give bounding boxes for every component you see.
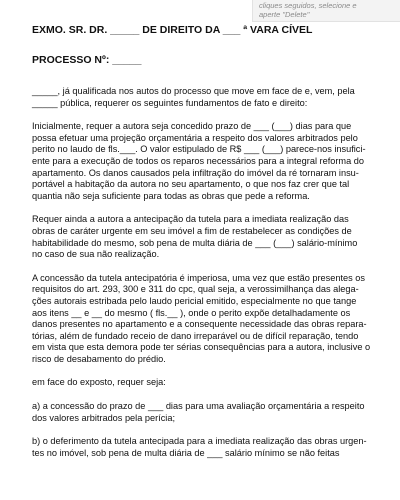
hint-line: aperte "Delete"	[259, 10, 310, 19]
text-line: Inicialmente, requer a autora seja concedido prazo de ___ (___) dias para que	[32, 121, 352, 132]
text-line: obras de caráter urgente em seu imóvel a fim de restabelecer as condições de	[32, 225, 352, 236]
document-heading: EXMO. SR. DR. _____ DE DIREITO DA ___ ª VARA CÍVEL	[32, 24, 313, 36]
text-line: danos presentes no apartamento e a consequente necessidade das obras repara-	[32, 319, 367, 330]
text-line: possa efetuar uma projeção orçamentária a respeito dos valores arbitrados pelo	[32, 132, 358, 143]
processo-number: PROCESSO Nº: _____	[32, 54, 142, 66]
text-line: dos valores arbitrados pela perícia;	[32, 412, 175, 423]
paragraph-request-b	[32, 436, 388, 459]
text-line: risco de desabamento do prédio.	[32, 353, 166, 364]
text-line: _____, já qualificada nos autos do processo que move em face de e, vem, pela	[32, 86, 355, 96]
text-line: quantia não seja suficiente para todas as obras que pede a reforma.	[32, 190, 310, 201]
text-line: aos itens __ e __ do mesmo ( fls.__ ), onde o perito expõe detalhadamente os	[32, 307, 351, 318]
text-line: em vista que esta demora pode ter sérias consequências para a autora, inclusive o	[32, 342, 371, 353]
text-line: requisitos do art. 293, 300 e 311 do cpc, qual seja, a verossimilhança das alega-	[32, 284, 359, 295]
text-line: a) a concessão do prazo de ___ dias para uma avaliação orçamentária a respeito	[32, 401, 365, 412]
paragraph-introduction	[32, 86, 388, 109]
text-line: Requer ainda a autora a antecipação da tutela para a imediata realização das	[32, 214, 349, 225]
text-line: no caso de sua não realização.	[32, 249, 160, 260]
text-line: ente para a execução de todos os reparos necessários para a integral reforma do	[32, 155, 364, 166]
paragraph-request-a	[32, 401, 388, 424]
text-line: apartamento. Os danos causados pela infiltração do imóvel da ré tornaram insu-	[32, 167, 359, 178]
text-line: tes no imóvel, sob pena de multa diária de ___ salário mínimo se não feitas	[32, 447, 340, 458]
text-line: tórias, além de fundado receio de dano irreparável ou de difícil reparação, tendo	[32, 330, 359, 341]
text-line: A concessão da tutela antecipatória é imperiosa, uma vez que estão presentes os	[32, 272, 365, 283]
text-line: _____ pública, requerer os seguintes fundamentos de fato e direito:	[32, 97, 308, 108]
paragraph-injunction-request	[32, 214, 388, 260]
text-line: em face do exposto, requer seja:	[32, 377, 166, 388]
instruction-hint	[252, 0, 400, 22]
text-line: ções autorais estribada pelo laudo pericial emitido, especialmente no que tange	[32, 295, 357, 306]
document-body	[32, 24, 388, 459]
text-line: perito no laudo de fls.___. O valor estipulado de R$ ___ (___) parece-nos insufici-	[32, 144, 366, 155]
hint-line: cliques seguidos, selecione e	[259, 1, 357, 10]
text-line: habitabilidade do mesmo, sob pena de multa diária de ___ (___) salário-mínimo	[32, 237, 358, 248]
paragraph-deadline-request	[32, 121, 388, 202]
text-line: portável a habitação da autora no seu apartamento, o que nos faz crer que tal	[32, 179, 350, 190]
paragraph-requests-intro	[32, 377, 388, 389]
paragraph-justification	[32, 273, 388, 366]
text-line: b) o deferimento da tutela antecipada para a imediata realização das obras urgen-	[32, 436, 367, 447]
